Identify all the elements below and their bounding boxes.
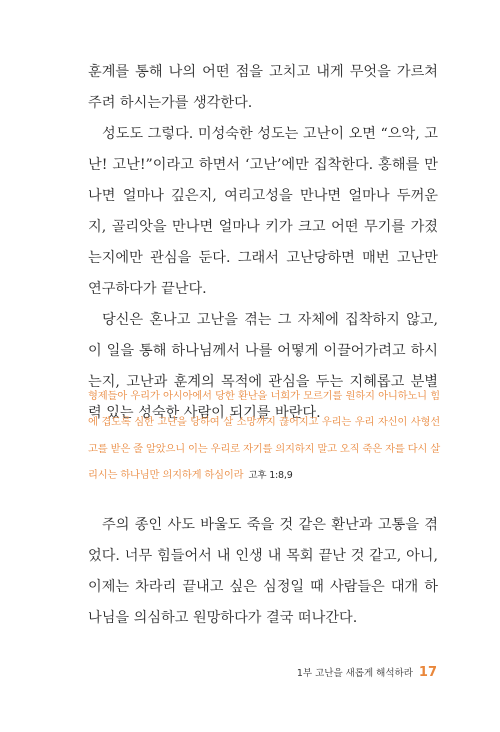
paragraph-2: 성도도 그렇다. 미성숙한 성도는 고난이 오면 “으악, 고난! 고난!”이라고 하면서 ‘고난’에만 집착한다. 홍해를 만나면 얼마나 깊은지, 여리고성을 만나면 얼마나 두꺼운지, 골리앗을 만나면 얼마나 키가 크고 어떤 무기를 가졌는지에만 관심을 둔다. 그래서 고난당하면 매번 고난만 연구하다가 끝난다.	[88, 126, 438, 297]
body-text-bottom	[88, 510, 438, 634]
scripture-reference: 고후 1:8,9	[248, 469, 293, 481]
page-footer	[297, 665, 437, 680]
scripture-quote	[88, 383, 440, 489]
page-number: 17	[418, 665, 437, 680]
body-text-top	[88, 57, 438, 429]
paragraph-1: 훈계를 통해 나의 어떤 점을 고치고 내게 무엇을 가르쳐주려 하시는가를 생각한다.	[88, 64, 438, 111]
running-footer-title: 1부 고난을 새롭게 해석하라	[296, 668, 413, 679]
paragraph-4: 주의 종인 사도 바울도 죽을 것 같은 환난과 고통을 겪었다. 너무 힘들어서 내 인생 내 목회 끝난 것 같고, 아니, 이제는 차라리 끝내고 싶은 심정일 때 사람들은 대개 하나님을 의심하고 원망하다가 결국 떠나간다.	[88, 517, 438, 626]
scripture-text: 형제들아 우리가 아시아에서 당한 환난을 너희가 모르기를 원하지 아니하노니 힘에 겹도록 심한 고난을 당하여 살 소망까지 끊어지고 우리는 우리 자신이 사형선고를 받은 줄 알았으니 이는 우리로 자기를 의지하지 말고 오직 죽은 자를 다시 살리시는 하나님만 의지하게 하심이라	[88, 390, 440, 481]
paragraph-3: 당신은 혼나고 고난을 겪는 그 자체에 집착하지 않고, 이 일을 통해 하나님께서 나를 어떻게 이끌어가려고 하시는지, 고난과 훈계의 목적에 관심을 두는 지혜롭고 분별력 있는 성숙한 사람이 되기를 바란다.	[88, 312, 438, 421]
